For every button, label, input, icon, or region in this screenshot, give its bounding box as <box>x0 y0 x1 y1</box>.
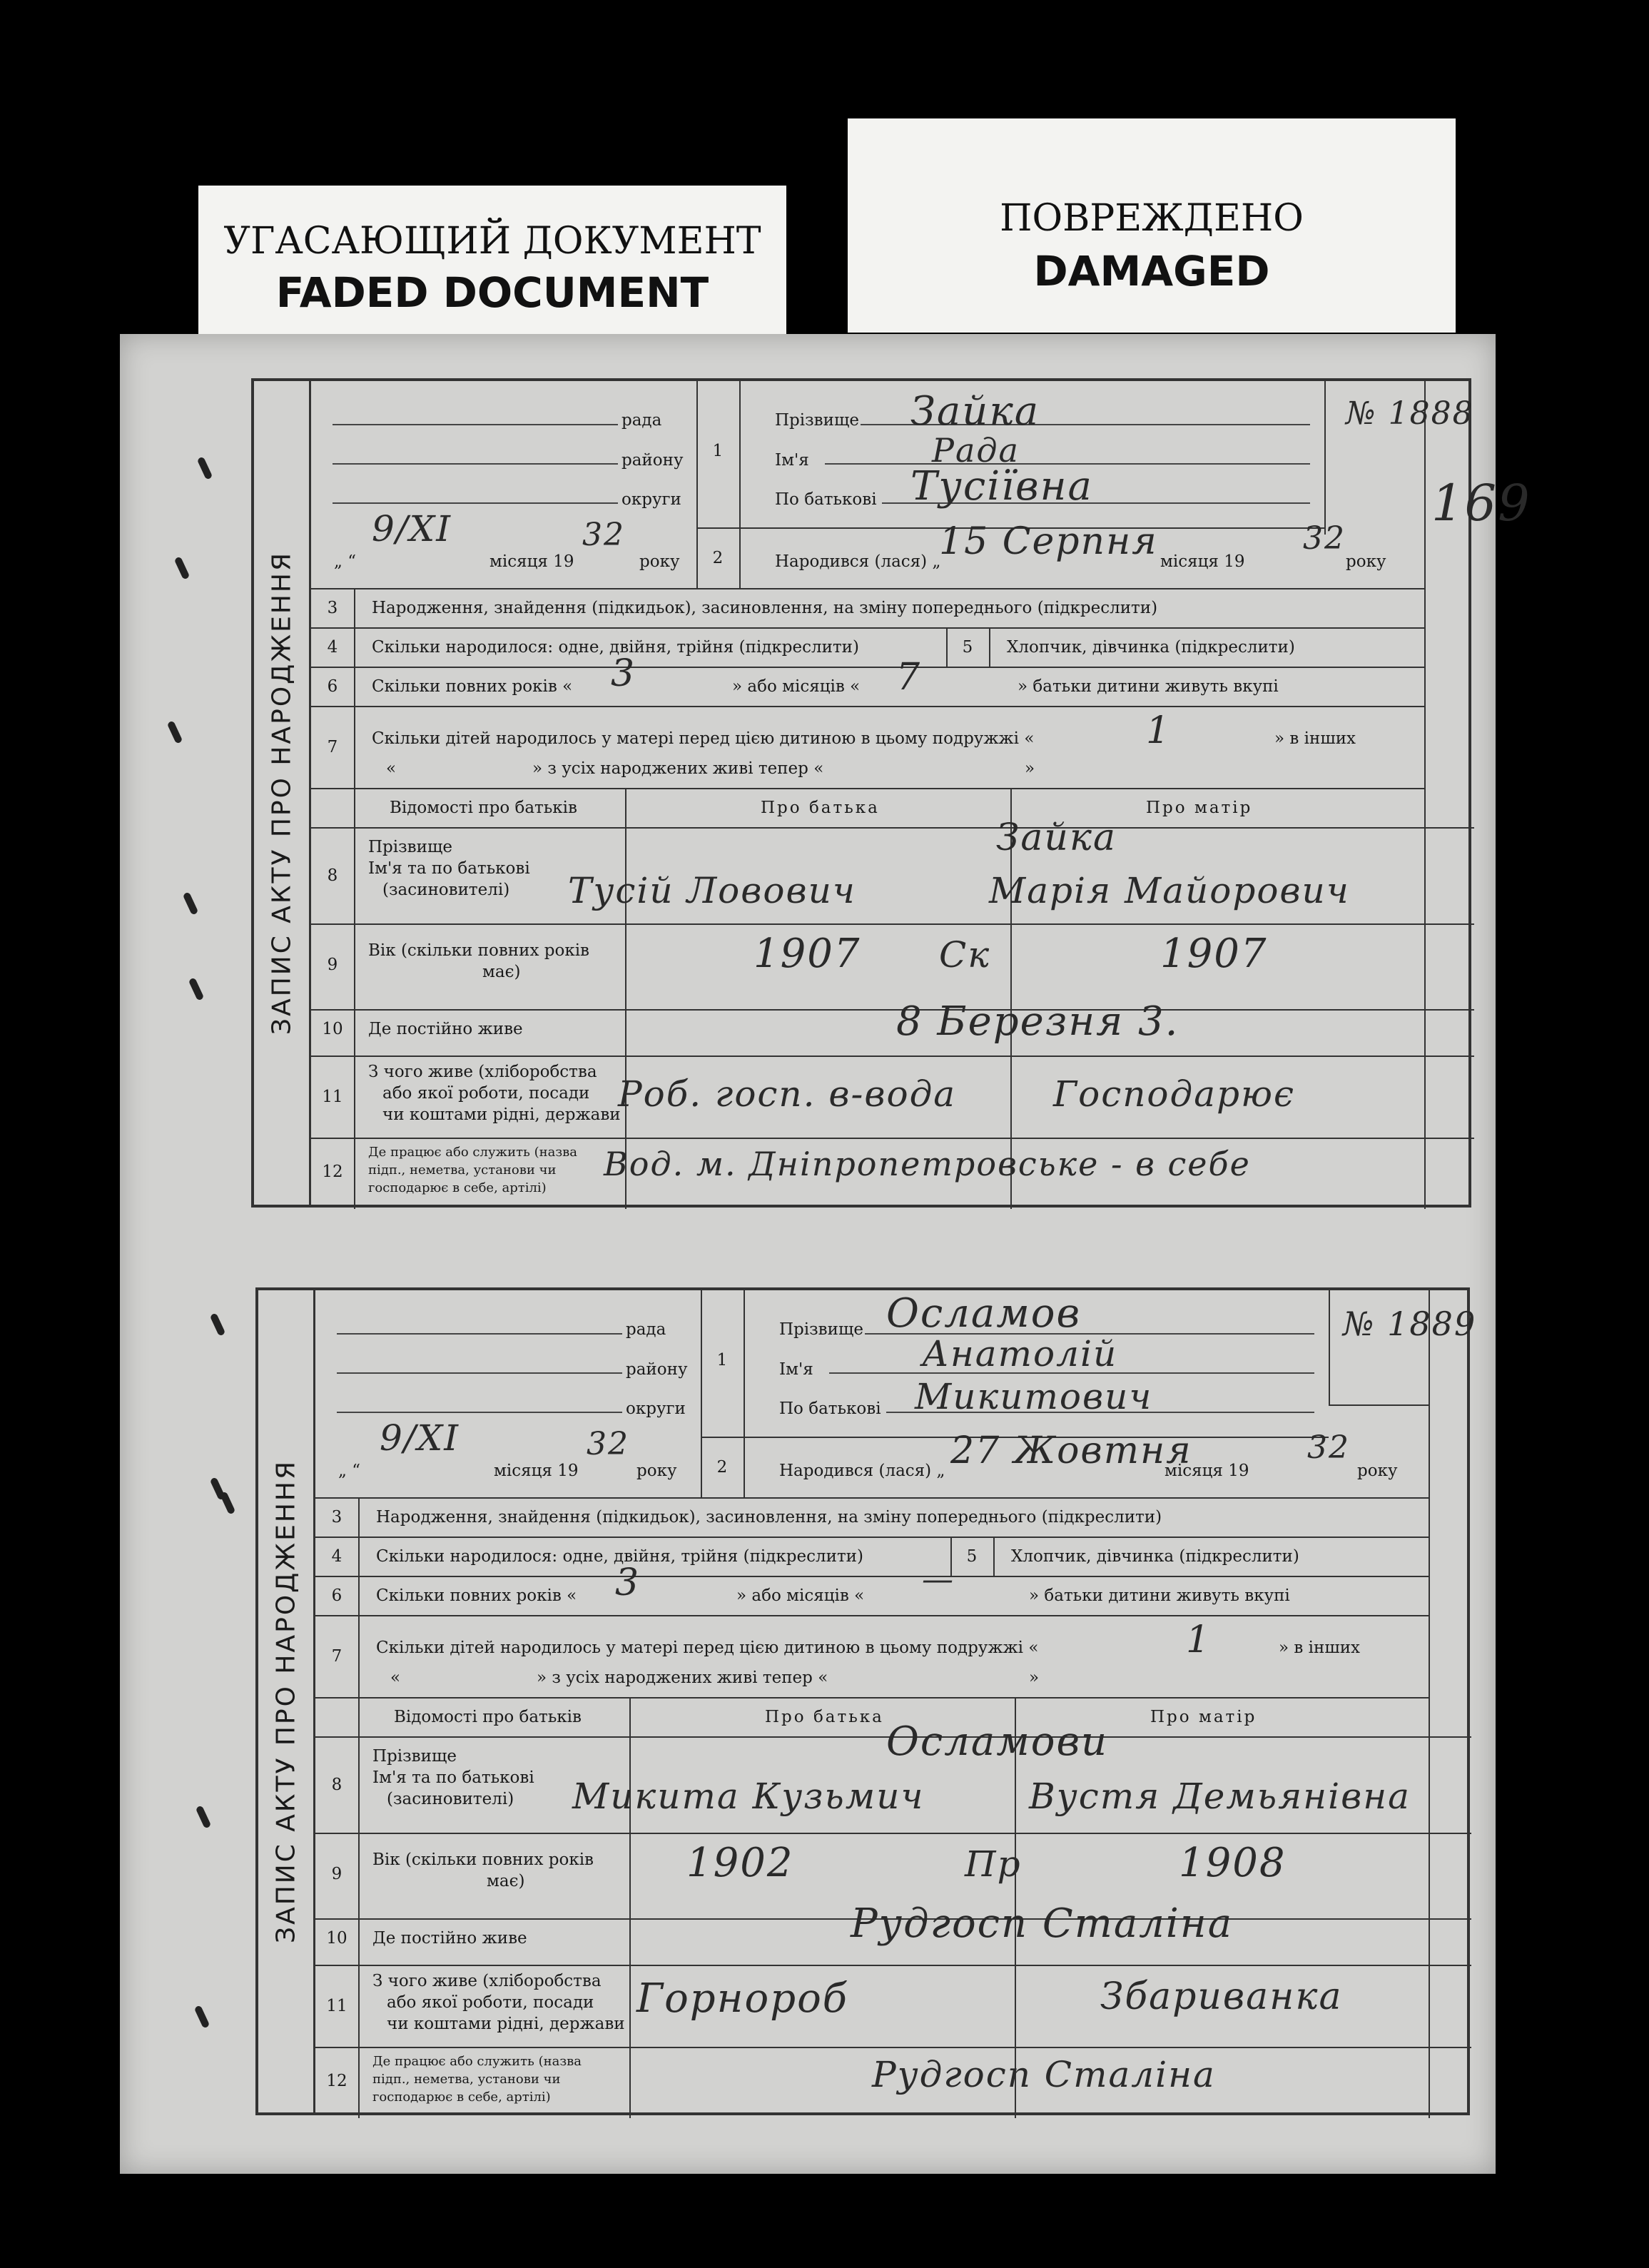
row-number: 2 <box>712 549 724 567</box>
row6-text-a: Скільки повних років « <box>376 1586 577 1605</box>
row-number: 3 <box>327 599 338 617</box>
mother-age: 1907 <box>1160 931 1268 977</box>
row-number: 8 <box>327 866 338 885</box>
months-together: 7 <box>896 656 922 699</box>
row4-text: Скільки народилося: одне, двійня, трійня (підкреслити) <box>372 638 859 657</box>
record-side-title: ЗАПИС АКТУ ПРО НАРОДЖЕННЯ <box>254 381 311 1205</box>
birth-year: 32 <box>1307 1429 1350 1466</box>
r8-label-a: Прізвище <box>372 1747 457 1766</box>
row-number: 1 <box>712 442 724 460</box>
r9-label-a: Вік (скільки повних років <box>368 941 589 960</box>
damaged-document-tag <box>848 118 1456 333</box>
name-label: Ім'я <box>775 451 809 470</box>
row6-text-a: Скільки повних років « <box>372 677 573 696</box>
r10-label: Де постійно живе <box>368 1020 523 1038</box>
residence: Рудгосп Сталіна <box>851 1900 1234 1947</box>
record-number: № 1889 <box>1343 1305 1477 1343</box>
damaged-tag-english: DAMAGED <box>1033 247 1270 295</box>
faded-tag-english: FADED DOCUMENT <box>275 268 709 317</box>
row6-text-b: » або місяців « <box>732 677 861 696</box>
row7-text-a: Скільки дітей народилось у матері перед цією дитиною в цьому подружжі « <box>372 729 1035 748</box>
row7-text-d: » з усіх народжених живі тепер « <box>532 759 824 778</box>
born-label: Народився (лася) „ <box>775 552 941 571</box>
damaged-tag-russian: ПОВРЕЖДЕНО <box>1000 197 1304 240</box>
birth-day: 27 Жовтня <box>950 1429 1192 1472</box>
birth-month-label: місяця 19 <box>1160 552 1245 571</box>
row-number: 12 <box>322 1163 343 1181</box>
okrugy-label: округи <box>626 1399 686 1418</box>
record-side-title: ЗАПИС АКТУ ПРО НАРОДЖЕННЯ <box>258 1290 315 2112</box>
r10-label: Де постійно живе <box>372 1929 527 1948</box>
father-occupation: Горнороб <box>636 1975 848 2022</box>
child-surname: Осламов <box>886 1290 1082 1337</box>
mother-header: Про матір <box>1146 799 1253 817</box>
residence: 8 Березня 3. <box>896 998 1179 1045</box>
child-name: Рада <box>932 431 1020 470</box>
row3-text: Народження, знайдення (підкидьок), засиновлення, на зміну попереднього (підкреслити) <box>376 1508 1162 1527</box>
months-together: — <box>922 1561 955 1598</box>
birth-record-2 <box>255 1287 1477 2115</box>
row-number: 6 <box>331 1586 343 1605</box>
row-number: 4 <box>327 638 338 657</box>
r11-label-c: чи коштами рідні, держави <box>382 1105 621 1124</box>
rayonu-label: району <box>626 1360 688 1379</box>
page-number: 169 <box>1431 474 1531 532</box>
birth-year-label: року <box>1357 1462 1398 1480</box>
record-number: № 1888 <box>1346 395 1474 432</box>
rada-label: рада <box>626 1320 666 1339</box>
row6-text-c: » батьки дитини живуть вкупі <box>1029 1586 1290 1605</box>
name-label: Ім'я <box>779 1360 813 1379</box>
rada-label: рада <box>621 411 662 430</box>
row-number: 6 <box>327 677 338 696</box>
workplace: Вод. м. Дніпропетровське - в себе <box>604 1145 1251 1183</box>
father-age: 1907 <box>754 931 861 977</box>
row7-text-e: » <box>1029 1669 1040 1687</box>
r8-label-a: Прізвище <box>368 838 452 856</box>
mother-header: Про матір <box>1150 1708 1257 1726</box>
r11-label-b: або якої роботи, посади <box>382 1084 590 1103</box>
year-label: року <box>636 1462 677 1480</box>
r12-label-b: підп., неметва, установи чи <box>372 2072 561 2087</box>
year-label: року <box>639 552 680 571</box>
parents-info-header: Відомості про батьків <box>390 799 577 817</box>
child-patronymic: Микитович <box>915 1376 1153 1417</box>
row-number: 10 <box>326 1929 347 1948</box>
row-number: 10 <box>322 1020 343 1038</box>
father-header: Про батька <box>765 1708 884 1726</box>
mother-occupation: Збариванка <box>1100 1975 1343 2018</box>
child-surname: Зайка <box>910 388 1040 435</box>
r8-label-b: Ім'я та по батькові <box>368 859 530 878</box>
row7-text-b: » в інших <box>1274 729 1356 748</box>
row-number: 9 <box>327 956 338 974</box>
registration-year: 32 <box>587 1426 629 1462</box>
mother-name: Марія Майорович <box>989 870 1350 911</box>
father-name: Микита Кузьмич <box>572 1776 925 1817</box>
father-age: 1902 <box>686 1840 794 1886</box>
child-patronymic: Тусіївна <box>910 463 1093 510</box>
row-number: 12 <box>326 2072 347 2090</box>
r11-label-a: З чого живе (хліборобства <box>368 1063 597 1081</box>
surname-label: Прізвище <box>775 411 859 430</box>
okrugy-label: округи <box>621 490 681 509</box>
row7-text-b: » в інших <box>1279 1639 1361 1657</box>
r8-label-c: (засиновителі) <box>387 1790 514 1808</box>
birth-record-1 <box>251 378 1531 1208</box>
r11-label-a: З чого живе (хліборобства <box>372 1972 602 1990</box>
birth-year-label: року <box>1346 552 1386 571</box>
row-number: 7 <box>327 738 338 756</box>
r12-label-a: Де працює або служить (назва <box>368 1145 578 1160</box>
row-number: 9 <box>331 1865 343 1883</box>
r9-label-a: Вік (скільки повних років <box>372 1851 594 1869</box>
row-number: 5 <box>962 638 973 657</box>
father-name: Тусій Ловович <box>568 870 856 911</box>
child-name: Анатолій <box>922 1333 1118 1375</box>
row-number: 7 <box>331 1647 343 1666</box>
born-label: Народився (лася) „ <box>779 1462 945 1480</box>
row4-text: Скільки народилося: одне, двійня, трійня (підкреслити) <box>376 1547 863 1566</box>
r9-label-b: має) <box>482 963 521 981</box>
father-header: Про батька <box>761 799 880 817</box>
month-label: місяця 19 <box>489 552 574 571</box>
parents-info-header: Відомості про батьків <box>394 1708 582 1726</box>
day-quote: „ “ <box>338 1462 360 1480</box>
age-mark: Ск <box>939 934 991 976</box>
birth-day: 15 Серпня <box>939 520 1158 563</box>
row-number: 11 <box>326 1997 347 2015</box>
mother-name: Вустя Демьянівна <box>1029 1776 1411 1817</box>
registration-date: 9/XI <box>380 1417 460 1459</box>
r12-label-a: Де працює або служить (назва <box>372 2054 582 2069</box>
row6-text-c: » батьки дитини живуть вкупі <box>1018 677 1279 696</box>
r8-label-c: (засиновителі) <box>382 881 510 899</box>
row7-text-c: « <box>390 1669 401 1687</box>
parents-surname: Зайка <box>996 816 1117 859</box>
row7-text-e: » <box>1025 759 1035 778</box>
faded-document-tag <box>198 186 786 337</box>
years-together: 3 <box>611 652 636 695</box>
row-number: 5 <box>966 1547 978 1566</box>
registration-date: 9/XI <box>372 508 452 550</box>
row7-text-c: « <box>386 759 397 778</box>
row7-text-d: » з усіх народжених живі тепер « <box>537 1669 828 1687</box>
parents-surname: Осламови <box>886 1718 1109 1765</box>
mother-occupation: Господарює <box>1053 1073 1296 1115</box>
r11-label-c: чи коштами рідні, держави <box>387 2015 625 2033</box>
r12-label-b: підп., неметва, установи чи <box>368 1163 557 1178</box>
row-number: 8 <box>331 1776 343 1794</box>
row-number: 11 <box>322 1088 343 1106</box>
row7-text-a: Скільки дітей народилось у матері перед цією дитиною в цьому подружжі « <box>376 1639 1039 1657</box>
row-number: 3 <box>331 1508 343 1527</box>
birth-year: 32 <box>1303 520 1346 557</box>
r12-label-c: господарює в себе, артілі) <box>372 2090 551 2105</box>
father-occupation: Роб. госп. в-вода <box>618 1073 957 1115</box>
row6-text-b: » або місяців « <box>736 1586 865 1605</box>
row5-text: Хлопчик, дівчинка (підкреслити) <box>1011 1547 1299 1566</box>
surname-label: Прізвище <box>779 1320 863 1339</box>
row-number: 1 <box>716 1351 728 1370</box>
row-number: 2 <box>716 1458 728 1477</box>
r11-label-b: або якої роботи, посади <box>387 1993 594 2012</box>
r12-label-c: господарює в себе, артілі) <box>368 1180 547 1195</box>
birth-month-label: місяця 19 <box>1165 1462 1249 1480</box>
r9-label-b: має) <box>487 1872 525 1890</box>
registration-year: 32 <box>582 517 625 553</box>
workplace: Рудгосп Сталіна <box>872 2054 1216 2095</box>
patronymic-label: По батькові <box>779 1399 881 1418</box>
month-label: місяця 19 <box>494 1462 579 1480</box>
row5-text: Хлопчик, дівчинка (підкреслити) <box>1007 638 1295 657</box>
mother-age: 1908 <box>1179 1840 1287 1886</box>
r8-label-b: Ім'я та по батькові <box>372 1768 534 1787</box>
row3-text: Народження, знайдення (підкидьок), засиновлення, на зміну попереднього (підкреслити) <box>372 599 1158 617</box>
children-before: 1 <box>1186 1619 1212 1661</box>
years-together: 3 <box>615 1561 641 1604</box>
rayonu-label: району <box>621 451 684 470</box>
day-quote: „ “ <box>334 552 356 571</box>
age-mark: Пр <box>965 1843 1022 1885</box>
faded-tag-russian: УГАСАЮЩИЙ ДОКУМЕНТ <box>223 220 761 263</box>
children-before: 1 <box>1146 709 1172 752</box>
patronymic-label: По батькові <box>775 490 877 509</box>
row-number: 4 <box>331 1547 343 1566</box>
